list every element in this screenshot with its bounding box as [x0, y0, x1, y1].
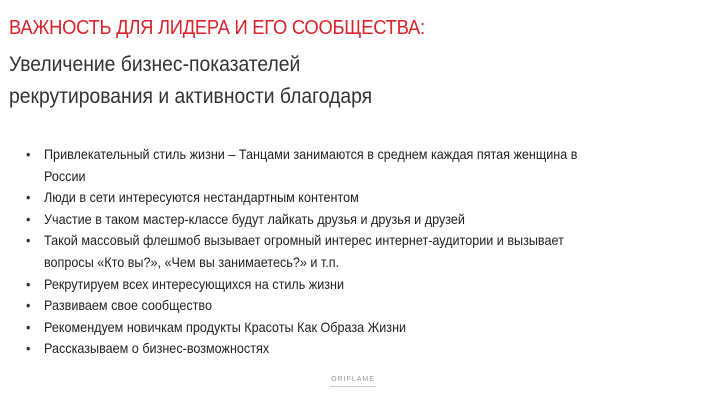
logo-text: ORIFLAME: [331, 376, 375, 383]
bullet-item-1: [26, 144, 602, 187]
bullet-marker: •: [26, 340, 31, 357]
bullet-marker: •: [26, 210, 31, 227]
slide-title: ВАЖНОСТЬ ДЛЯ ЛИДЕРА И ЕГО СООБЩЕСТВА:: [9, 17, 425, 39]
bullet-item-7: [26, 317, 602, 339]
slide-subtitle: [9, 49, 372, 113]
bullet-marker: •: [26, 189, 31, 206]
bullet-list: [26, 144, 666, 360]
subtitle-line-1: Увеличение бизнес-показателей: [9, 53, 301, 76]
bullet-item-8: [26, 338, 602, 360]
bullet-text: Такой массовый флешмоб вызывает огромный интерес интернет-аудитории и вызывает вопросы «Кто вы?», «Чем вы занимаетесь?» и т.п.: [44, 232, 564, 270]
bullet-item-5: [26, 274, 602, 296]
bullet-item-2: [26, 187, 602, 209]
bullet-marker: •: [26, 232, 31, 249]
bullet-text: Рекомендуем новичкам продукты Красоты Как Образа Жизни: [44, 318, 407, 335]
bullet-item-3: [26, 209, 602, 231]
bullet-text: Рассказываем о бизнес-возможностях: [44, 340, 270, 357]
bullet-marker: •: [26, 146, 31, 162]
bullet-text: Участие в таком мастер-классе будут лайкать друзья и друзья и друзей: [44, 210, 465, 227]
bullet-marker: •: [26, 275, 31, 292]
bullet-text: Привлекательный стиль жизни – Танцами занимаются в среднем каждая пятая женщина в России: [44, 146, 578, 184]
bullet-marker: •: [26, 297, 31, 314]
bullet-text: Рекрутируем всех интересующихся на стиль жизни: [44, 275, 345, 292]
bullet-marker: •: [26, 318, 31, 335]
logo-underline: [330, 386, 376, 387]
oriflame-logo: [330, 376, 376, 387]
subtitle-line-2: рекрутирования и активности благодаря: [9, 85, 373, 108]
bullet-item-4: [26, 230, 602, 273]
bullet-item-6: [26, 295, 602, 317]
bullet-text: Люди в сети интересуются нестандартным контентом: [44, 189, 359, 206]
bullet-text: Развиваем свое сообщество: [44, 297, 213, 314]
